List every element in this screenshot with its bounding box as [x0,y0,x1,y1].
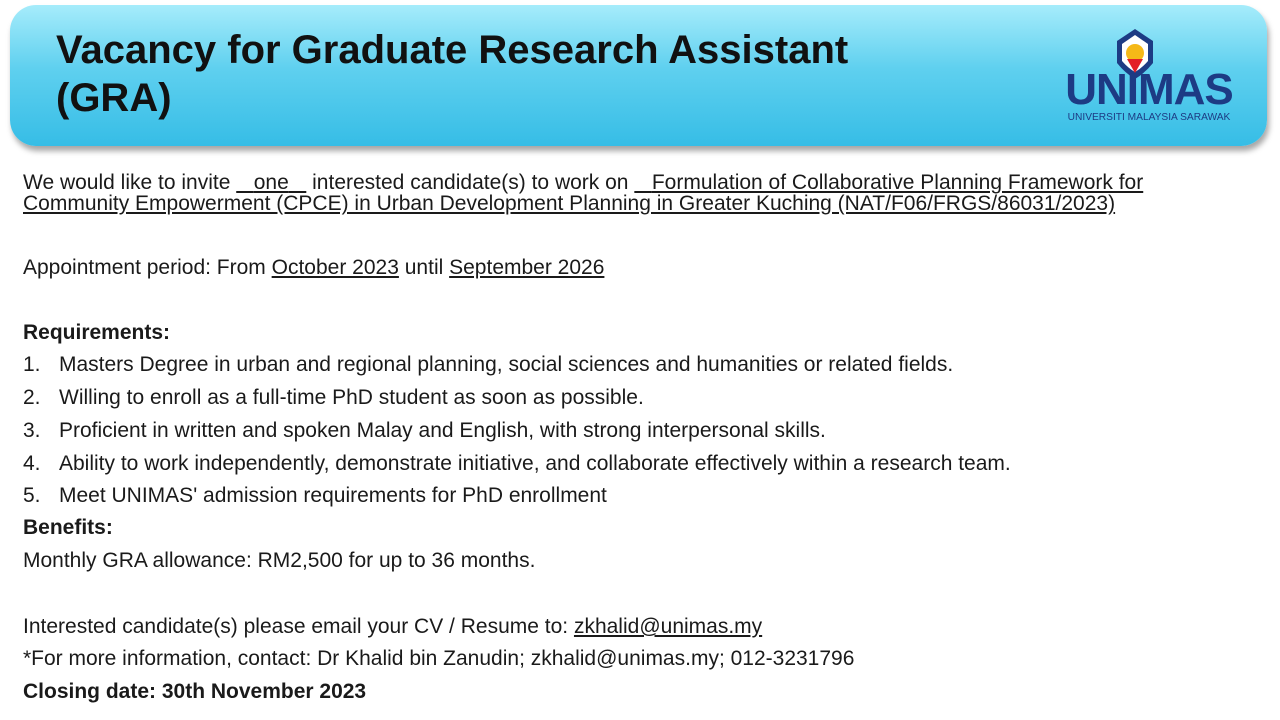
contact-info: *For more information, contact: Dr Khalid bin Zanudin; zkhalid@unimas.my; 012-3231796 [23,647,855,670]
requirements-heading: Requirements: [23,321,171,344]
unimas-logo [1053,25,1245,125]
page-title: Vacancy for Graduate Research Assistant (GRA) [56,28,849,120]
list-item: 4. Ability to work independently, demonstrate initiative, and collaborate effectively within a research team. [23,452,1011,475]
appointment-start: October 2023 [271,256,399,279]
list-item: 5. Meet UNIMAS' admission requirements for PhD enrollment [23,484,607,507]
header-banner [10,5,1267,146]
email-label: Interested candidate(s) please email your CV / Resume to: [23,615,569,638]
svg-text:UNIVERSITI MALAYSIA SARAWAK: UNIVERSITI MALAYSIA SARAWAK [1067,112,1231,123]
invite-paragraph [23,172,1248,214]
project-title: Formulation of Collaborative Planning Framework for Community Empowerment (CPCE) in Urban Development Planning in Greater Kuching (NAT/F06/FRGS/86031/2023) [23,171,1144,215]
list-item: 2. Willing to enroll as a full-time PhD student as soon as possible. [23,386,644,409]
list-item: 3. Proficient in written and spoken Malay and English, with strong interpersonal skills. [23,419,826,442]
invite-middle: interested candidate(s) to work on [312,171,629,194]
benefits-heading: Benefits: [23,516,113,539]
appointment-label: Appointment period: From [23,256,266,279]
list-item: 1. Masters Degree in urban and regional planning, social sciences and humanities or related fields. [23,353,954,376]
appointment-period [23,258,1248,278]
benefits-text: Monthly GRA allowance: RM2,500 for up to 36 months. [23,549,536,572]
appointment-connector: until [404,256,444,279]
requirements-list [23,355,1248,518]
email-link[interactable]: zkhalid@unimas.my [573,615,763,638]
svg-text:UNIMAS: UNIMAS [1065,65,1233,114]
candidate-count: one [253,171,289,194]
vacancy-details [23,172,1248,702]
appointment-end: September 2026 [449,256,605,279]
closing-date: Closing date: 30th November 2023 [23,680,367,703]
email-line [23,617,1248,637]
invite-prefix: We would like to invite [23,171,231,194]
